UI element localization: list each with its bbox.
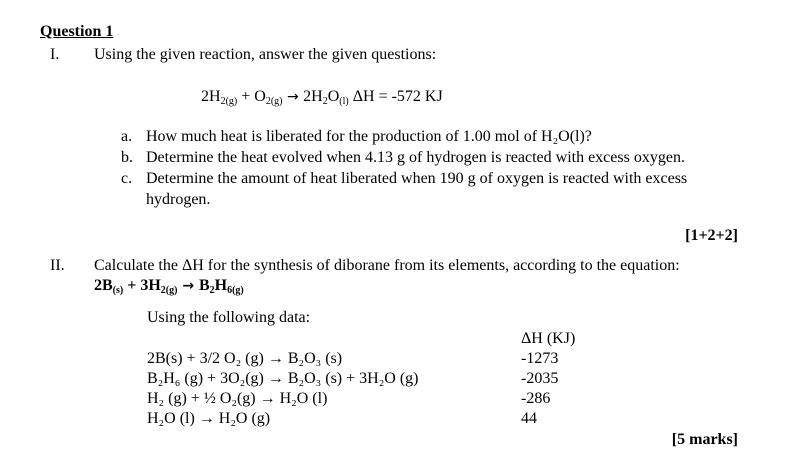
- part-two-numeral: II.: [50, 257, 65, 274]
- product-water: $2H_2O_{(l)}$: [303, 88, 349, 107]
- data-equation: B₂H₆ (g) + 3O₂(g) → B₂O₃ (s) + 3H₂O (g): [147, 370, 419, 387]
- data-equation: 2B(s) + 3/2 O₂ (g) → B₂O₃ (s): [147, 350, 343, 367]
- data-enthalpy: 44: [521, 410, 537, 427]
- item-letter: b.: [121, 149, 133, 166]
- item-letter: c.: [121, 170, 133, 187]
- data-equation: H₂ (g) + ½ O₂(g) → H₂O (l): [147, 390, 328, 407]
- part-one-marks: [1+2+2]: [685, 227, 738, 244]
- reaction-equation: $2H_{2(g)} + O_{2(g)} \to 2H_2O_{(l)}$ ΔH = -572 KJ: [201, 88, 443, 107]
- item-text: Determine the amount of heat liberated when 190 g of oxygen is reacted with excess: [146, 170, 688, 187]
- part-one-prompt: Using the given reaction, answer the given questions:: [94, 46, 437, 63]
- reactant-oxygen: $O_{2(g)}$: [254, 88, 283, 107]
- item-text-continued: hydrogen.: [146, 191, 211, 208]
- target-equation: $2B_{(s)} + 3H_{2(g)} \to B_2H_{6(g)}$: [94, 277, 244, 296]
- using-data-label: Using the following data:: [147, 309, 311, 326]
- part-two-marks: [5 marks]: [671, 431, 738, 448]
- part-two-prompt: Calculate the ΔH for the synthesis of diborane from its elements, according to the equation:: [94, 257, 680, 274]
- data-enthalpy: -286: [521, 390, 551, 407]
- dh-column-header: ΔH (KJ): [521, 330, 576, 347]
- item-letter: a.: [121, 128, 133, 145]
- question-title: Question 1: [40, 23, 114, 40]
- item-text: How much heat is liberated for the production of 1.00 mol of H₂O(l)?: [146, 128, 592, 145]
- reactant-hydrogen: $2H_{2(g)}$: [201, 88, 238, 107]
- data-enthalpy: -1273: [521, 350, 559, 367]
- data-enthalpy: -2035: [521, 370, 559, 387]
- data-equation: H₂O (l) → H₂O (g): [147, 410, 271, 427]
- part-one-numeral: I.: [50, 46, 60, 63]
- enthalpy-value: ΔH = -572 KJ: [348, 88, 443, 105]
- item-text: Determine the heat evolved when 4.13 g of hydrogen is reacted with excess oxygen.: [146, 149, 685, 166]
